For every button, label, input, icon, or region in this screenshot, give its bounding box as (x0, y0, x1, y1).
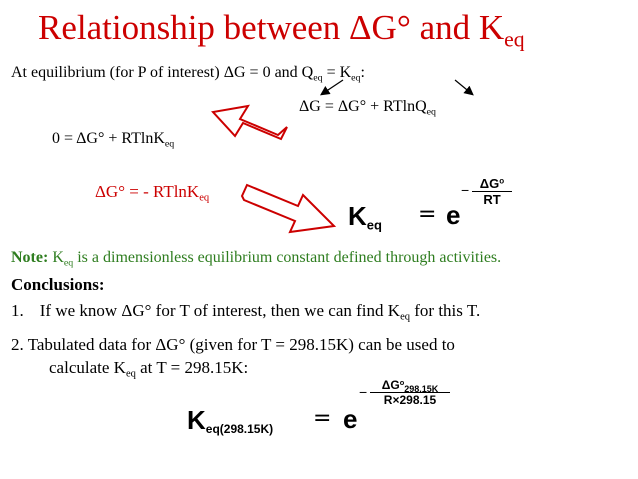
equation-subscript: eq (199, 192, 210, 204)
q-subscript: eq (313, 72, 323, 84)
conclusion-text-a: calculate K (49, 358, 126, 377)
numerator-text: ΔG (381, 378, 400, 392)
note-text-a: K (48, 249, 64, 266)
equals-sign: = (313, 406, 332, 431)
conclusion-subscript: eq (125, 368, 136, 380)
minus-sign: − (359, 384, 368, 400)
conclusion-text-b: at T = 298.15K: (135, 358, 249, 377)
degree-sup: o (499, 176, 505, 186)
equation-text: 0 = ΔG° + RTlnK (52, 130, 165, 147)
equation-subscript: eq (426, 106, 436, 118)
title-text: Relationship between ΔG° and K (38, 8, 505, 47)
e-symbol: e (446, 200, 461, 230)
degree-sup: o (399, 377, 405, 387)
black-arrow-icon (322, 80, 343, 94)
equation-text: ΔG = ΔG° + RTlnQ (299, 98, 427, 115)
note-text-b: is a dimensionless equilibrium constant defined through activities. (73, 249, 502, 266)
k-subscript: eq (366, 217, 382, 233)
black-arrow-icon (455, 80, 472, 94)
conclusion-text-b: for this T. (410, 301, 481, 320)
minus-sign: − (461, 182, 470, 198)
note-label: Note: (11, 249, 49, 266)
red-block-arrow-icon (242, 185, 334, 232)
e-symbol: e (343, 404, 358, 434)
fraction-denominator: R×298.15 (370, 392, 450, 407)
k-subscript: eq (351, 72, 361, 84)
equilibrium-text: At equilibrium (for P of interest) ΔG = 0 and Q (11, 64, 314, 81)
title-subscript: eq (504, 27, 525, 52)
k-subscript: eq(298.15K) (205, 422, 274, 437)
conclusion-subscript: eq (400, 311, 411, 323)
equation-text: ΔG° = - RTlnK (95, 182, 200, 201)
k-letter: K (348, 201, 367, 231)
conclusion-2-line1: 2. Tabulated data for ΔG° (given for T = 298.15K) can be used to (11, 335, 455, 354)
colon-text: : (360, 64, 365, 81)
numerator-subscript: 298.15K (404, 384, 439, 395)
k-letter: K (187, 405, 206, 435)
equals-k-text: = K (322, 64, 352, 81)
conclusions-heading: Conclusions: (11, 275, 105, 294)
red-block-arrow-icon (213, 106, 287, 139)
list-number: 1. (11, 301, 24, 320)
numerator-text: ΔG (479, 176, 500, 191)
conclusion-text-a: If we know ΔG° for T of interest, then we can find K (39, 301, 401, 320)
note-subscript: eq (63, 257, 74, 269)
equation-subscript: eq (164, 138, 175, 150)
equals-sign: = (418, 202, 437, 227)
fraction-denominator: RT (472, 191, 512, 207)
